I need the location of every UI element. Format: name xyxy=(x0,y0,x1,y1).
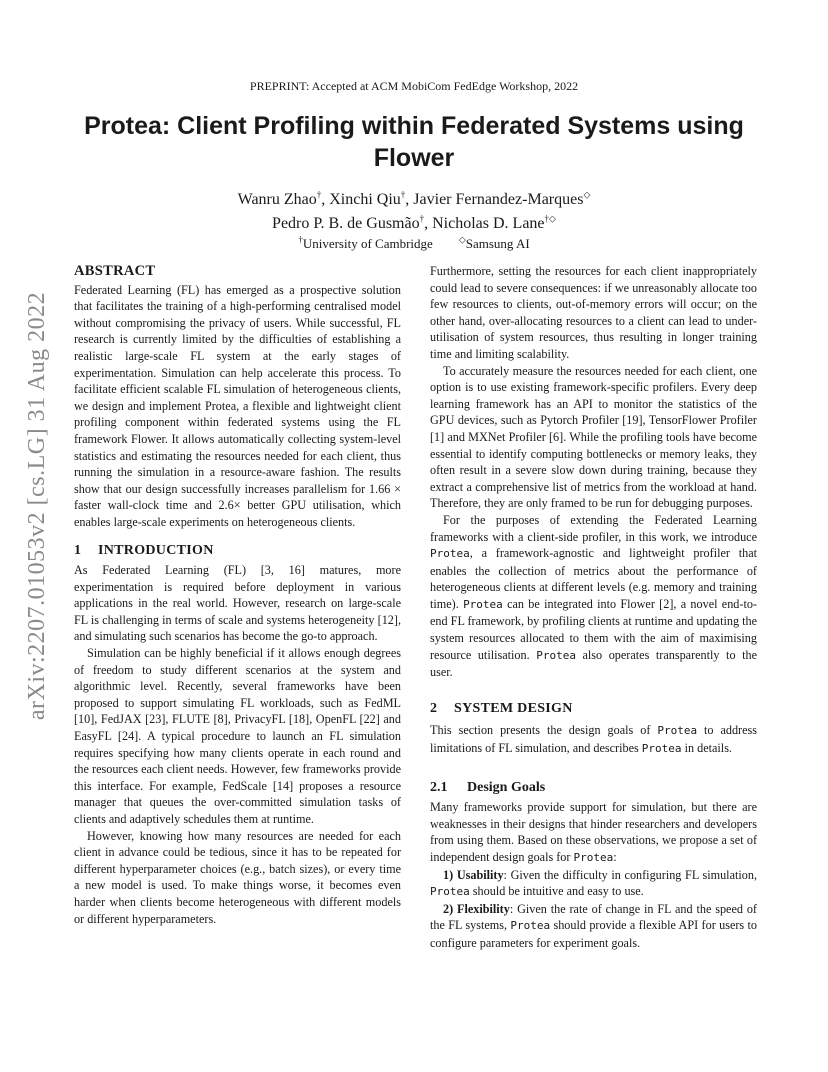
affiliation-name: Samsung AI xyxy=(465,236,530,251)
body-paragraph: Simulation can be highly beneficial if it allows enough degrees of freedom to study different scenarios at the system and algorithmic level. Recently, several frameworks have been proposed to support simulating FL workloads, such as FedML [10], FedJAX [23], FLUTE [8], PrivacyFL [18], OpenFL [22] and EasyFL [24]. A typical procedure to launch an FL simulation requires specifying how many clients operate in each round and the resources each client needs. However, few frameworks provide this interface. For example, FedScale [14] proposes a resource manager that queues the over-committed simulation tasks of clients and adaptively schedules them at runtime. xyxy=(74,646,401,826)
preprint-header: PREPRINT: Accepted at ACM MobiCom FedEdge Workshop, 2022 xyxy=(249,79,579,93)
subsection-heading xyxy=(430,780,757,797)
subsection-number: 2.1 xyxy=(430,779,448,795)
left-column xyxy=(74,263,401,927)
abstract-heading: ABSTRACT xyxy=(74,263,156,279)
author-mark: ◇ xyxy=(583,189,591,200)
author-line-2: Pedro P. B. de Gusmão†, Nicholas D. Lane†◇ xyxy=(272,213,556,232)
subsection-title: Design Goals xyxy=(467,779,546,795)
body-paragraph: To accurately measure the resources needed for each client, one option is to use existing framework-specific profilers. Every deep learning framework has an API to monitor the statistics of the GPU devices, such as Pytorch Profiler [19], TensorFlower Profiler [1] and MXNet Profiler [6]. While the profiling tools have become essential to identify computing bottlenecks or memory leaks, they often result in a severe slow down during training, because they extract a comprehensive list of metrics from the workload at hand. Therefore, they are only framed to be run for debugging purposes. xyxy=(430,363,757,511)
arxiv-identifier-stamp: arXiv:2207.01053v2 [cs.LG] 31 Aug 2022 xyxy=(24,291,50,721)
affiliations xyxy=(0,236,828,252)
author-name: Pedro P. B. de Gusmão xyxy=(272,215,420,232)
body-paragraph: Furthermore, setting the resources for each client inappropriately could lead to severe consequences: if we unreasonably allocate too few resources to clients, out-of-memory errors will occur; on the other hand, over-allocating resources to a client can lead to under-utilisation of system resources, thus resulting in longer training time and limiting scalability. xyxy=(430,264,757,361)
affiliation-name: University of Cambridge xyxy=(302,236,433,251)
section-number: 2 xyxy=(430,700,438,716)
section-heading xyxy=(74,543,401,560)
body-paragraph: As Federated Learning (FL) [3, 16] matures, more experimentation is required before deployment in various applications in the real world. However, research on large-scale FL is challenging in terms of scale and systems heterogeneity [12], and simulating such scenarios has become the go-to approach. xyxy=(74,563,401,644)
author-line-1: Wanru Zhao†, Xinchi Qiu†, Javier Fernandez-Marques◇ xyxy=(237,189,591,208)
body-paragraph: For the purposes of extending the Federated Learning frameworks with a client-side profiler, in this work, we introduce Protea, a framework-agnostic and lightweight profiler that enables the collection of metrics about the performance of heterogeneous clients at different levels (e.g. memory and training time). Protea can be integrated into Flower [2], a novel end-to-end FL framework, by profiling clients at runtime and updating the system resources allocated to them with the aim of maximising resource utilisation. Protea also operates transparently to the user. xyxy=(430,512,757,680)
body-paragraph: Many frameworks provide support for simulation, but there are weaknesses in their designs that hinder researchers and developers from using them. Based on these observations, we propose a set of independent design goals for Protea: xyxy=(430,800,757,864)
author-name: Javier Fernandez-Marques xyxy=(413,191,584,208)
body-paragraph: However, knowing how many resources are needed for each client in advance could be tedious, since it has to be repeated for different hyperparameter choices (e.g., batch sizes), or every time a new model is used. To make things worse, it becomes even harder when clients become heterogeneous with different models or different hyperparameters. xyxy=(74,828,401,926)
author-mark: †◇ xyxy=(544,213,556,224)
section-heading xyxy=(430,701,757,718)
affiliation-mark: ◇ xyxy=(458,234,466,245)
author-name: Wanru Zhao xyxy=(237,191,317,208)
body-paragraph: This section presents the design goals of Protea to address limitations of FL simulation, and describes Protea in details. xyxy=(430,723,757,756)
paper-title: Protea: Client Profiling within Federated Systems using Flower xyxy=(84,112,744,172)
right-column xyxy=(430,263,757,952)
author-mark: † xyxy=(316,189,322,200)
abstract-text: Federated Learning (FL) has emerged as a prospective solution that facilitates the training of a high-performing centralised model without compromising the privacy of users. While successful, FL research is currently limited by the difficulties of establishing a realistic large-scale FL system at the early stages of experimentation. Simulation can help accelerate this process. To facilitate efficient scalable FL simulation of heterogeneous clients, we design and implement Protea, a flexible and lightweight client profiling component within federated systems using the FL framework Flower. It allows automatically collecting system-level statistics and estimating the resources needed for each client, thus running the simulation in a resource-aware fashion. The results show that our design successfully increases parallelism for 1.66 × faster wall-clock time and 2.6× better GPU utilisation, which enables large-scale experiments on heterogeneous clients. xyxy=(74,282,401,529)
design-goal-flexibility: 2) Flexibility: Given the rate of change in FL and the speed of the FL systems, Protea should provide a flexible API for users to configure parameters for experiment goals. xyxy=(430,901,757,950)
author-name: Nicholas D. Lane xyxy=(432,215,545,232)
author-name: Xinchi Qiu xyxy=(329,191,401,208)
affiliation-mark: † xyxy=(298,234,303,245)
author-mark: † xyxy=(400,189,406,200)
section-title: SYSTEM DESIGN xyxy=(454,700,573,716)
section-title: INTRODUCTION xyxy=(98,542,214,558)
design-goal-usability: 1) Usability: Given the difficulty in configuring FL simulation, Protea should be intuitive and easy to use. xyxy=(430,867,757,899)
section-number: 1 xyxy=(74,542,82,558)
author-mark: † xyxy=(419,213,425,224)
